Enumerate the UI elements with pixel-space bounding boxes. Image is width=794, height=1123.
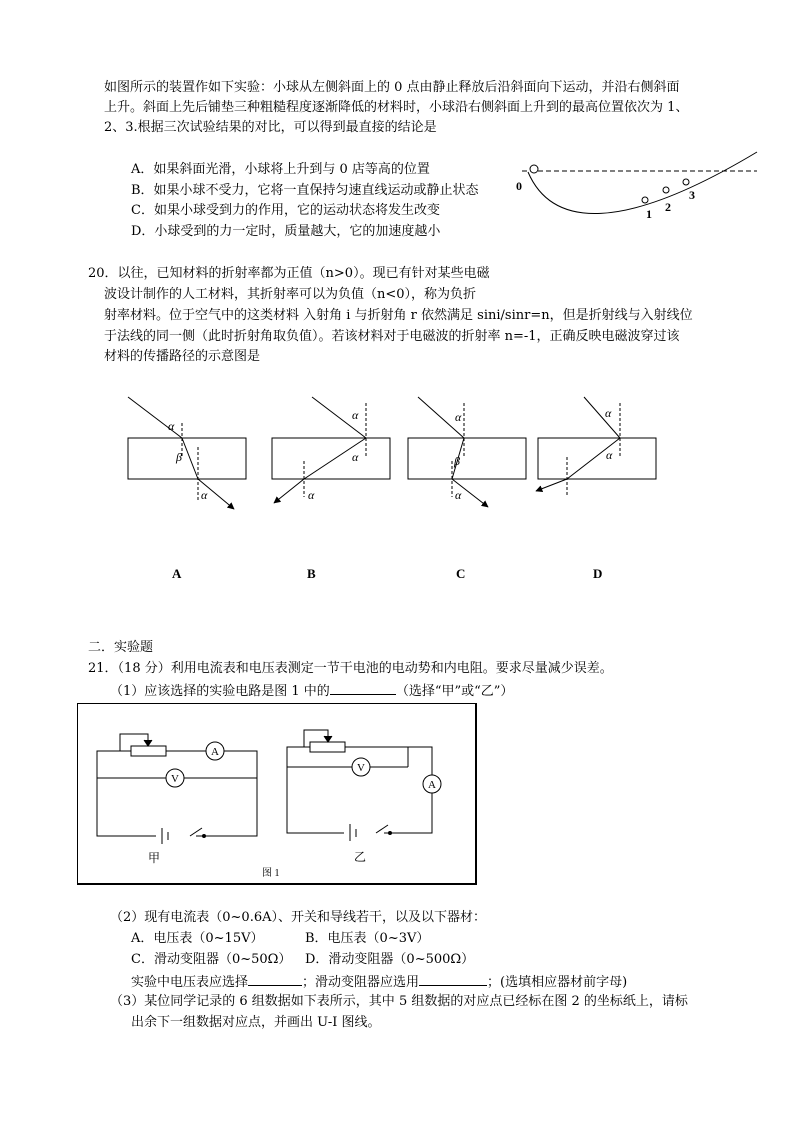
svg-text:α: α: [455, 410, 462, 424]
point-1-marker: [642, 197, 648, 203]
svg-text:α: α: [455, 488, 462, 502]
q19-option-b: B．如果小球不受力，它将一直保持匀速直线运动或静止状态: [131, 183, 479, 198]
svg-text:α: α: [308, 488, 315, 502]
label-yi: 乙: [354, 850, 367, 864]
label-1: 1: [646, 207, 652, 221]
q19-option-c: C．如果小球受到力的作用，它的运动状态将发生改变: [131, 203, 440, 218]
q19-stem-line-1: 如图所示的装置作如下实验：小球从左侧斜面上的 0 点由静止释放后沿斜面向下运动，并沿右侧斜面: [104, 80, 680, 95]
svg-text:β: β: [176, 450, 182, 464]
q19-option-a: A．如果斜面光滑，小球将上升到与 0 店等高的位置: [131, 162, 430, 177]
q21-sub1-prefix: （1）应该选择的实验电路是图 1 中的: [110, 684, 330, 699]
choice-label-a: A: [172, 566, 182, 581]
q21-sub2-opt-c: C．滑动变阻器（0~50Ω）: [131, 952, 292, 967]
ramp-figure: [512, 148, 762, 223]
figure-1-caption: 图 1: [262, 868, 280, 879]
choice-label-b: B: [307, 566, 316, 581]
ammeter-a-jia: A: [211, 746, 219, 758]
refraction-diagrams: [0, 385, 794, 525]
q20-stem-line-3: 射率材料。位于空气中的这类材料 入射角 i 与折射角 r 依然满足 sini/sinr=n，但是折射线与入射线位: [104, 308, 693, 323]
q21-sub2-fill-b: ；滑动变阻器应选用: [302, 975, 420, 990]
figure-1-frame: [77, 703, 477, 885]
section-title: 二．实验题: [88, 640, 154, 655]
q21-sub2-opt-a: A．电压表（0~15V）: [131, 931, 264, 946]
q21-sub2-line1: （2）现有电流表（0~0.6A）、开关和导线若干，以及以下器材：: [110, 910, 486, 925]
ball-icon: [530, 165, 538, 173]
answer-blank-voltmeter[interactable]: [248, 971, 302, 986]
diagram-d: [536, 397, 656, 497]
svg-text:α: α: [168, 419, 175, 433]
q19-option-d: D．小球受到的力一定时，质量越大，它的加速度越小: [131, 224, 441, 239]
q21-sub2-fill: [131, 971, 627, 993]
label-jia: 甲: [148, 851, 161, 865]
diagram-b: [272, 397, 390, 503]
choice-label-d: D: [593, 566, 603, 581]
q21-sub1: [110, 680, 513, 702]
answer-blank-1[interactable]: [330, 680, 396, 695]
q20-stem-line-4: 于法线的同一侧（此时折射角取负值）。若该材料对于电磁波的折射率 n=-1，正确反映电磁波穿过该: [104, 329, 680, 344]
svg-text:β: β: [454, 454, 460, 468]
point-2-marker: [663, 187, 669, 193]
q21-sub1-suffix: （选择“甲”或“乙”）: [395, 684, 514, 699]
q21-stem: 21．（18 分）利用电流表和电压表测定一节干电池的电动势和内电阻。要求尽量减少误差。: [88, 661, 613, 676]
q20-stem-line-2: 波设计制作的人工材料，其折射率可以为负值（n<0），称为负折: [104, 287, 477, 302]
point-3-marker: [683, 179, 689, 185]
choice-label-c: C: [456, 566, 466, 581]
diagram-a: [128, 397, 246, 509]
voltmeter-v-jia: V: [171, 773, 179, 785]
q21-sub3-line1: （3）某位同学记录的 6 组数据如下表所示，其中 5 组数据的对应点已经标在图 2 的坐标纸上，请标: [110, 994, 688, 1009]
label-2: 2: [665, 200, 671, 214]
q21-sub3-line2: 出余下一组数据对应点，并画出 U-I 图线。: [131, 1015, 381, 1030]
q19-stem-line-3: 2、3.根据三次试验结果的对比，可以得到最直接的结论是: [104, 120, 437, 135]
label-0: 0: [516, 179, 522, 193]
svg-text:α: α: [606, 448, 613, 462]
voltmeter-v-yi: V: [357, 762, 365, 774]
q21-sub2-fill-c: ；(选填相应器材前字母): [487, 975, 628, 990]
svg-text:α: α: [605, 406, 612, 420]
ammeter-a-yi: A: [428, 779, 436, 791]
diagram-c: [408, 397, 526, 507]
label-3: 3: [689, 188, 695, 202]
q19-stem-line-2: 上升。斜面上先后铺垫三种粗糙程度逐渐降低的材料时，小球沿右侧斜面上升到的最高位置依次为 1、: [104, 100, 689, 115]
svg-text:α: α: [352, 408, 359, 422]
circuit-jia: [97, 734, 257, 844]
q20-stem-line-1: 20．以往，已知材料的折射率都为正值（n>0）。现已有针对某些电磁: [88, 266, 490, 281]
svg-text:α: α: [201, 488, 208, 502]
q20-stem-line-5: 材料的传播路径的示意图是: [104, 349, 261, 364]
q21-sub2-opt-b: B．电压表（0~3V）: [305, 931, 430, 946]
ramp-curve: [528, 152, 757, 214]
circuit-yi: [287, 730, 441, 841]
circuit-diagrams: [78, 704, 474, 882]
answer-blank-rheostat[interactable]: [419, 971, 487, 986]
q21-sub2-fill-a: 实验中电压表应选择: [131, 975, 249, 990]
svg-text:α: α: [352, 450, 359, 464]
q21-sub2-opt-d: D．滑动变阻器（0~500Ω）: [305, 952, 475, 967]
